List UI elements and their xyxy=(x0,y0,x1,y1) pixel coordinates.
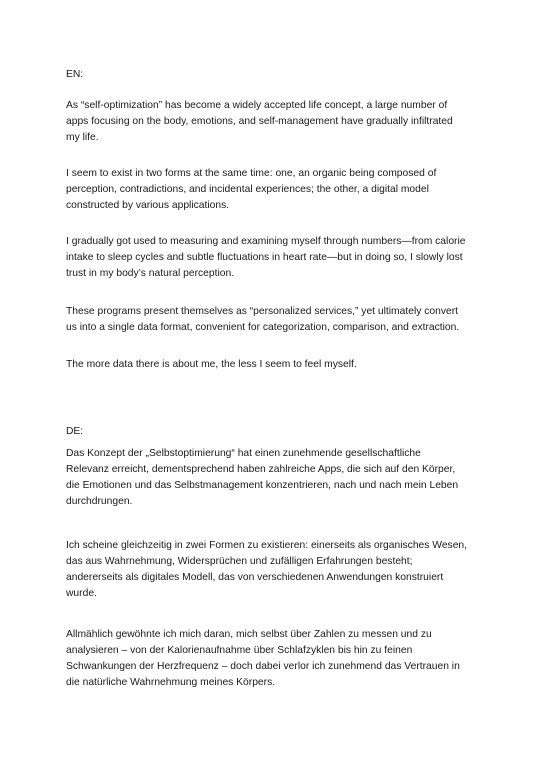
en-paragraph-4 xyxy=(66,304,486,336)
de-paragraph-2 xyxy=(66,538,486,602)
en-heading-text: EN: xyxy=(66,69,84,80)
text-line: wurde. xyxy=(66,587,97,599)
text-line: constructed by various applications. xyxy=(66,199,230,211)
text-line: die Emotionen und das Selbstmanagement konzentrieren, nach und nach mein Leben xyxy=(66,479,459,491)
en-paragraph-3 xyxy=(66,234,486,282)
en-paragraph-5 xyxy=(66,357,486,373)
text-line: Relevanz erreicht, dementsprechend haben zahlreiche Apps, die sich auf den Körper, xyxy=(66,463,456,475)
text-line: durchdrungen. xyxy=(66,495,133,507)
de-heading xyxy=(66,424,486,440)
text-line: Das Konzept der „Selbstoptimierung“ hat einen zunehmende gesellschaftliche xyxy=(66,448,421,459)
text-line: Schwankungen der Herzfrequenz – doch dabei verlor ich zunehmend das Vertrauen in xyxy=(66,660,460,672)
text-line: Allmählich gewöhnte ich mich daran, mich selbst über Zahlen zu messen und zu xyxy=(66,629,432,640)
text-line: The more data there is about me, the less I seem to feel myself. xyxy=(66,359,357,370)
text-line: intake to sleep cycles and subtle fluctuations in heart rate—but in doing so, I slowly lost xyxy=(66,251,463,263)
en-paragraph-1 xyxy=(66,98,486,146)
text-line: die natürliche Wahrnehmung meines Körpers. xyxy=(66,676,276,688)
text-line: apps focusing on the body, emotions, and self-management have gradually infiltrated xyxy=(66,115,453,127)
text-line: I gradually got used to measuring and examining myself through numbers—from calorie xyxy=(66,236,466,247)
de-paragraph-3 xyxy=(66,627,486,691)
text-line: andererseits als digitales Modell, das von verschiedenen Anwendungen konstruiert xyxy=(66,571,444,583)
text-line: trust in my body’s natural perception. xyxy=(66,267,235,279)
text-line: I seem to exist in two forms at the same time: one, an organic being composed of xyxy=(66,168,437,179)
de-paragraph-1 xyxy=(66,446,486,510)
en-heading xyxy=(66,67,486,83)
text-line: us into a single data format, convenient for categorization, comparison, and extraction. xyxy=(66,321,460,333)
text-line: Ich scheine gleichzeitig in zwei Formen zu existieren: einerseits als organisches Wesen, xyxy=(66,540,468,551)
text-line: These programs present themselves as “personalized services,” yet ultimately convert xyxy=(66,306,459,317)
de-heading-text: DE: xyxy=(66,426,84,437)
text-line: analysieren – von der Kalorienaufnahme über Schlafzyklen bis hin zu feinen xyxy=(66,644,413,656)
text-line: As “self-optimization” has become a widely accepted life concept, a large number of xyxy=(66,100,448,111)
text-line: perception, contradictions, and incidental experiences; the other, a digital model xyxy=(66,183,429,195)
text-line: my life. xyxy=(66,131,99,143)
text-line: das aus Wahrnehmung, Widersprüchen und zufälligen Erfahrungen besteht; xyxy=(66,555,413,567)
en-paragraph-2 xyxy=(66,166,486,214)
